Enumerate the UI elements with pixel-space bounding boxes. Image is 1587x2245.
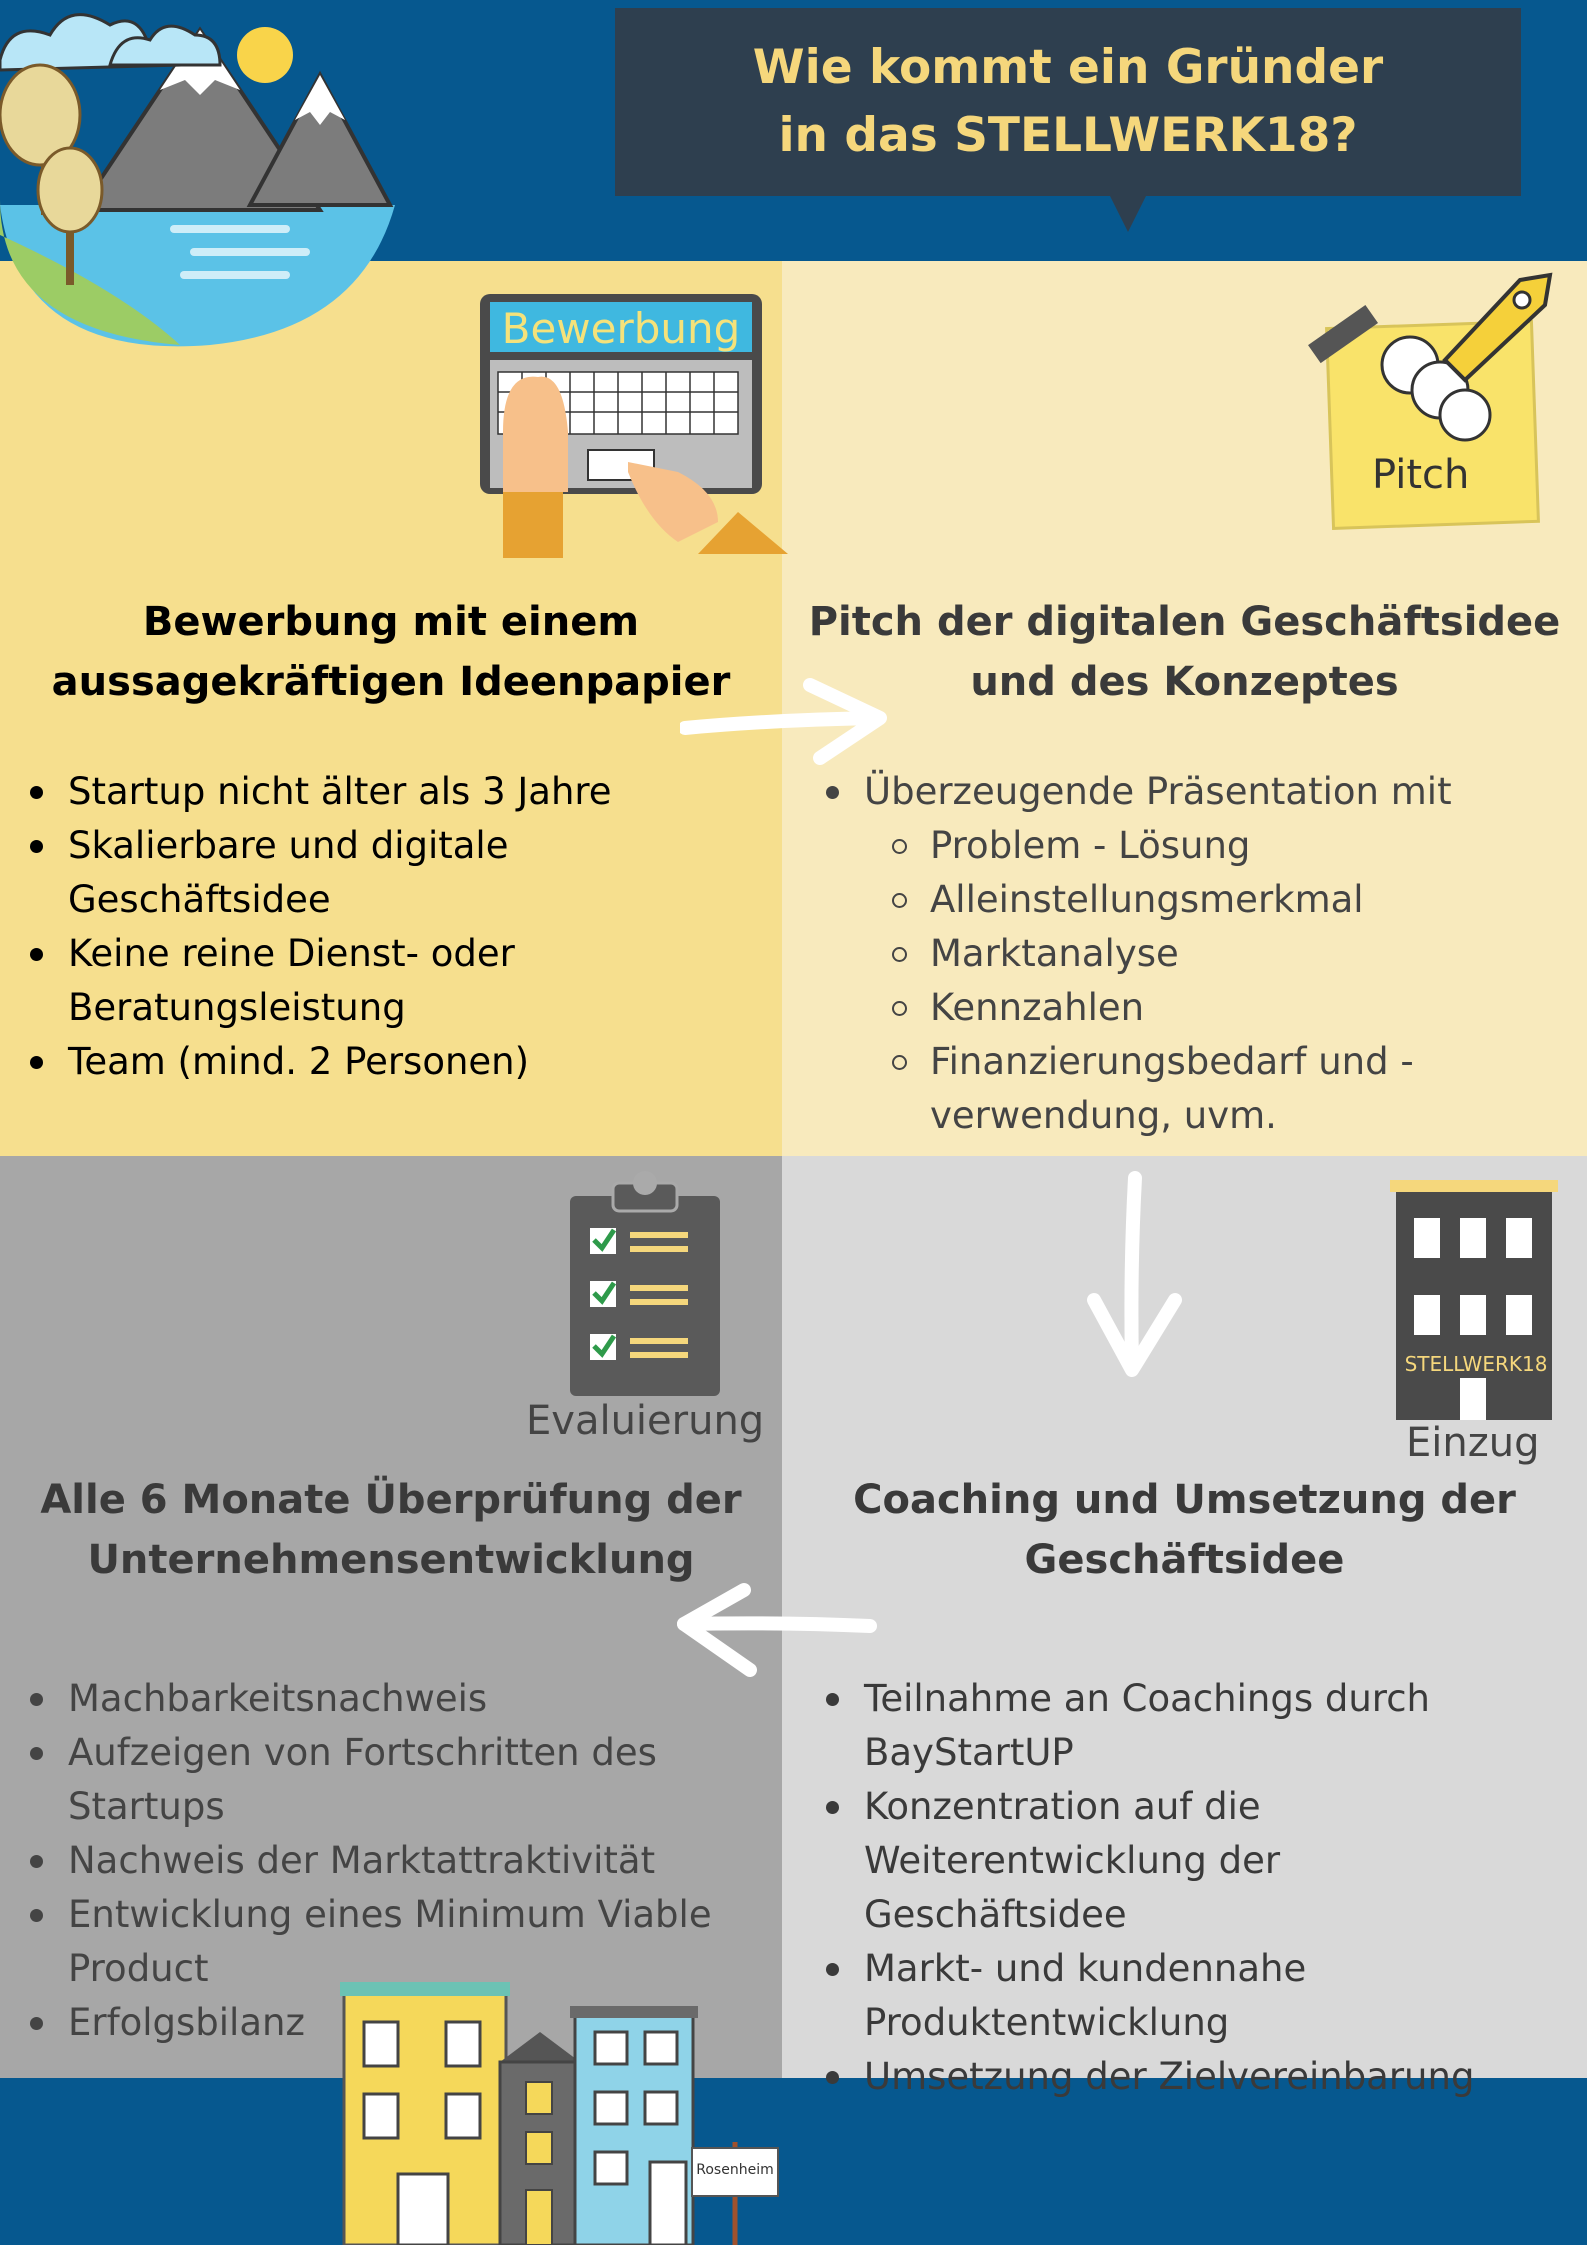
arrow-left-icon	[672, 1582, 877, 1682]
evaluierung-label: Evaluierung	[526, 1398, 765, 1444]
clipboard-hole	[633, 1171, 657, 1195]
rocket-window	[1514, 292, 1530, 308]
list-item: Team (mind. 2 Personen)	[30, 1035, 770, 1089]
bewerbung-screen-label: Bewerbung	[501, 304, 741, 353]
arrow-down-icon	[1080, 1170, 1190, 1385]
step3-heading-line-2: Geschäftsidee	[1024, 1537, 1345, 1583]
step3-heading-line-1: Coaching und Umsetzung der	[853, 1477, 1516, 1523]
landscape-illustration	[0, 0, 400, 350]
wave-line	[180, 271, 290, 279]
list-item: Nachweis der Marktattraktivität	[30, 1834, 730, 1888]
house-grey-roof	[500, 2032, 580, 2062]
list-item: Teilnahme an Coachings durch BayStartUP	[826, 1672, 1546, 1780]
list-item: Keine reine Dienst- oder Beratungsleistung	[30, 927, 770, 1035]
sun-icon	[237, 27, 293, 83]
sleeve-left	[503, 492, 563, 558]
step4-heading-line-1: Alle 6 Monate Überprüfung der	[40, 1477, 742, 1523]
pitch-note-icon	[1300, 270, 1570, 540]
list-item: Konzentration auf die Weiterentwicklung der Geschäftsidee	[826, 1780, 1546, 1942]
page-title	[615, 8, 1521, 196]
sub-list-item: Finanzierungsbedarf und -verwendung, uvm.	[826, 1035, 1546, 1143]
traffic-post	[650, 2162, 686, 2245]
house-blue-roof	[570, 2006, 698, 2018]
step1-list	[30, 765, 770, 1089]
step4-heading	[0, 1470, 782, 1590]
building-roof	[1390, 1180, 1558, 1192]
sub-list-item: Alleinstellungsmerkmal	[826, 873, 1546, 927]
clipboard-icon	[568, 1168, 723, 1398]
list-item: Erfolgsbilanz	[30, 1996, 730, 2050]
pitch-note-label: Pitch	[1372, 452, 1470, 498]
stellwerk-building-icon	[1390, 1180, 1560, 1420]
list-item: Markt- und kundennahe Produktentwicklung	[826, 1942, 1546, 2050]
tree2-icon	[38, 148, 102, 232]
list-item: Aufzeigen von Fortschritten des Startups	[30, 1726, 730, 1834]
building-sign: STELLWERK18	[1404, 1352, 1548, 1376]
hand-left-icon	[503, 377, 568, 492]
sub-list-item: Problem - Lösung	[826, 819, 1546, 873]
town-houses-illustration	[340, 1982, 780, 2245]
sub-list-item: Kennzahlen	[826, 981, 1546, 1035]
step1-heading-line-1: Bewerbung mit einem	[142, 599, 640, 645]
step2-heading-line-1: Pitch der digitalen Geschäftsidee	[808, 599, 1561, 645]
title-speech-tail	[1110, 196, 1146, 232]
arrow-right-icon	[680, 670, 895, 770]
step3-heading	[782, 1470, 1587, 1590]
list-item: Startup nicht älter als 3 Jahre	[30, 765, 770, 819]
step1-heading-line-2: aussagekräftigen Ideenpapier	[51, 659, 731, 705]
step2-heading	[782, 592, 1587, 712]
step2-heading-line-2: und des Konzeptes	[970, 659, 1399, 705]
step4-heading-line-2: Unternehmensentwicklung	[87, 1537, 695, 1583]
rosenheim-sign: Rosenheim	[696, 2162, 774, 2178]
house-yellow-roof	[340, 1982, 510, 1996]
einzug-label: Einzug	[1406, 1420, 1540, 1466]
list-item: Umsetzung der Zielvereinbarung	[826, 2050, 1546, 2104]
cloud-puff	[1440, 390, 1490, 440]
step2-list	[826, 765, 1546, 1143]
title-line-1: Wie kommt ein Gründer	[752, 40, 1384, 95]
wave-line	[190, 248, 310, 256]
sub-list-item: Marktanalyse	[826, 927, 1546, 981]
list-item: Entwicklung eines Minimum Viable Product	[30, 1888, 730, 1996]
step3-list	[826, 1672, 1546, 2104]
step1-heading	[0, 592, 782, 712]
list-item: Machbarkeitsnachweis	[30, 1672, 730, 1726]
building-door	[1460, 1378, 1486, 1420]
wave-line	[170, 225, 290, 233]
title-line-2: in das STELLWERK18?	[778, 108, 1358, 163]
list-item: Überzeugende Präsentation mit	[826, 765, 1546, 819]
list-item: Skalierbare und digitale Geschäftsidee	[30, 819, 770, 927]
